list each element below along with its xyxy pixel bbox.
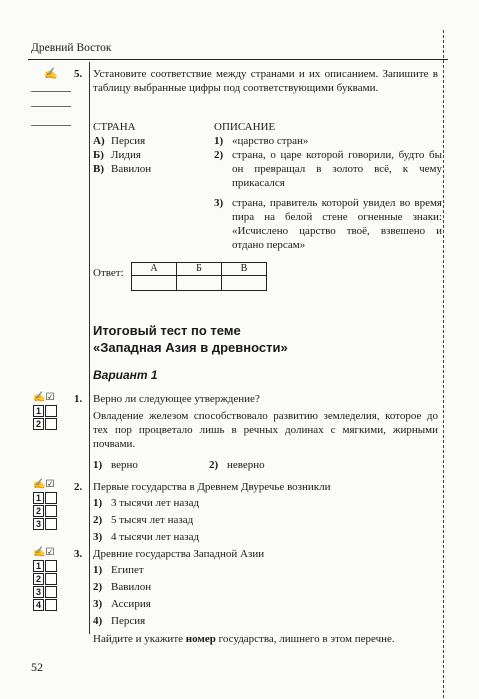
- answer-checkbox[interactable]: [45, 586, 57, 598]
- answer-column-a: А: [132, 263, 177, 276]
- options-list: [93, 495, 199, 546]
- answer-checkbox[interactable]: [45, 418, 57, 430]
- options-list: [93, 562, 151, 630]
- cut-line: [443, 30, 444, 698]
- running-header: Древний Восток: [31, 42, 112, 54]
- description-item: 2) страна, о царе которой говорили, будто бы он превращал в золото всё, к чему прикасался: [214, 149, 442, 189]
- page-number: 52: [31, 660, 43, 674]
- box-number: 4: [33, 599, 44, 611]
- box-number: 1: [33, 492, 44, 504]
- box-number: 3: [33, 586, 44, 598]
- check-icon: ☑: [45, 547, 55, 558]
- answer-column-c: В: [222, 263, 267, 276]
- description-item: 1) «царство стран»: [214, 135, 309, 147]
- check-icon: ☑: [45, 479, 55, 490]
- answer-cell[interactable]: [177, 276, 222, 291]
- answer-checkbox[interactable]: [45, 492, 57, 504]
- answer-checkbox[interactable]: [45, 405, 57, 417]
- answer-checkbox[interactable]: [45, 599, 57, 611]
- answer-line[interactable]: [31, 91, 71, 92]
- question-text: Установите соответствие между странами и их описанием. Запишите в таблицу выбранные цифры под соответствующими буквами.: [93, 68, 438, 94]
- question-text: Древние государства Западной Азии: [93, 548, 265, 560]
- test-title: Итоговый тест по теме «Западная Азия в древности»: [93, 323, 288, 355]
- answer-column-b: Б: [177, 263, 222, 276]
- question-number: 2.: [74, 481, 83, 493]
- answer-cell[interactable]: [132, 276, 177, 291]
- option[interactable]: 3) Ассирия: [93, 598, 151, 610]
- box-number: 2: [33, 418, 44, 430]
- country-item: В) Вавилон: [93, 163, 152, 175]
- answer-cell[interactable]: [222, 276, 267, 291]
- answer-checkbox[interactable]: [45, 573, 57, 585]
- answer-checkbox[interactable]: [45, 505, 57, 517]
- margin-icons: [33, 391, 54, 405]
- option[interactable]: 4) Персия: [93, 615, 146, 627]
- box-number: 1: [33, 560, 44, 572]
- answer-line[interactable]: [31, 106, 71, 107]
- question-number: 5.: [74, 68, 83, 80]
- variant-label: Вариант 1: [93, 368, 158, 382]
- question-text: Первые государства в Древнем Двуречье возникли: [93, 481, 331, 493]
- description-list: [214, 134, 442, 252]
- question-text: Верно ли следующее утверждение?: [93, 393, 260, 405]
- pencil-icon: ✍: [44, 68, 57, 80]
- box-number: 2: [33, 573, 44, 585]
- check-icon: ☑: [45, 392, 55, 403]
- country-list: [93, 134, 151, 176]
- option[interactable]: 1) 3 тысячи лет назад: [93, 497, 200, 509]
- margin-icons: [33, 546, 54, 560]
- country-item: А) Персия: [93, 135, 146, 147]
- description-item: 3) страна, правитель которой увидел во время пира на белой стене огненные знаки: «Исчислено царство твоё, взвешено и отдано персам»: [214, 197, 442, 251]
- question-number: 1.: [74, 393, 83, 405]
- margin-icons: [33, 478, 54, 492]
- answer-boxes: [33, 492, 57, 531]
- answer-checkbox[interactable]: [45, 518, 57, 530]
- box-number: 2: [33, 505, 44, 517]
- option[interactable]: 1) верно: [93, 459, 138, 471]
- pencil-icon: ✍: [33, 392, 46, 403]
- answer-boxes: [33, 560, 57, 612]
- question-statement: Овладение железом способствовало развитию земледелия, которое до тех пор процветало лишь в речных долинах с мягкими, жирными почвами.: [93, 410, 438, 450]
- margin-separator: [89, 62, 90, 634]
- option[interactable]: 2) Вавилон: [93, 581, 152, 593]
- pencil-icon: ✍: [33, 547, 46, 558]
- option[interactable]: 1) Египет: [93, 564, 144, 576]
- answer-label: Ответ:: [93, 267, 124, 279]
- box-number: 1: [33, 405, 44, 417]
- options-row: [93, 458, 265, 472]
- description-heading: ОПИСАНИЕ: [214, 121, 276, 133]
- option[interactable]: 2) 5 тысяч лет назад: [93, 514, 194, 526]
- country-item: Б) Лидия: [93, 149, 141, 161]
- question-instruction: Найдите и укажите номер государства, лишнего в этом перечне.: [93, 633, 395, 645]
- country-heading: СТРАНА: [93, 121, 136, 133]
- header-rule: [28, 59, 448, 60]
- answer-checkbox[interactable]: [45, 560, 57, 572]
- answer-line[interactable]: [31, 125, 71, 126]
- question-number: 3.: [74, 548, 83, 560]
- answer-table: [131, 262, 267, 291]
- pencil-icon: ✍: [33, 479, 46, 490]
- option[interactable]: 2) неверно: [209, 459, 265, 471]
- option[interactable]: 3) 4 тысячи лет назад: [93, 531, 200, 543]
- answer-boxes: [33, 405, 57, 431]
- box-number: 3: [33, 518, 44, 530]
